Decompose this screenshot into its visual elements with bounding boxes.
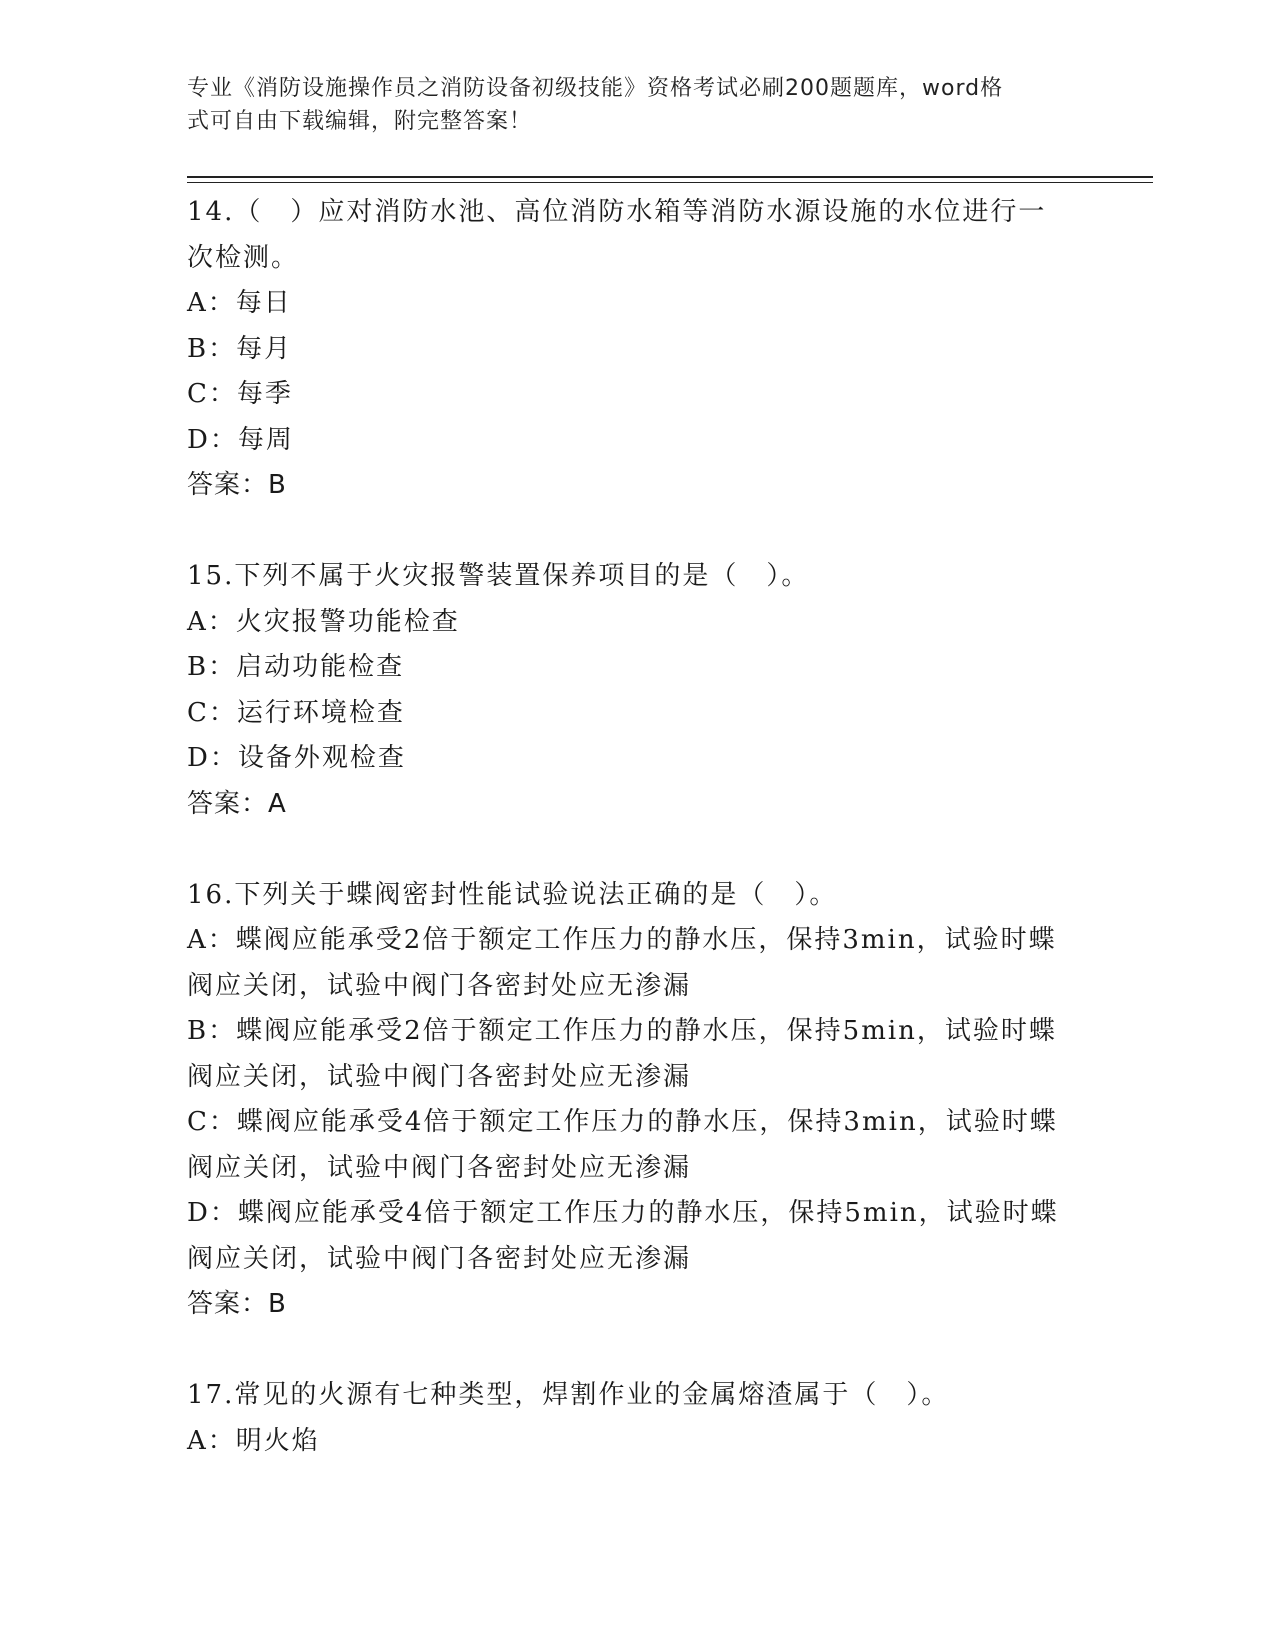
- answer-label: 答案：B: [187, 1289, 287, 1319]
- option-line: A：每日: [187, 288, 292, 318]
- question-stem-line: 16.下列关于蝶阀密封性能试验说法正确的是（ ）。: [187, 879, 838, 910]
- option-line: B：蝶阀应能承受2倍于额定工作压力的静水压，保持5min，试验时蝶: [187, 1016, 1057, 1046]
- question-stem-line: 14.（ ）应对消防水池、高位消防水箱等消防水源设施的水位进行一: [187, 197, 1047, 227]
- option-line: B：启动功能检查: [187, 652, 405, 682]
- option-line: D：设备外观检查: [187, 743, 406, 773]
- option-line: A：明火焰: [187, 1425, 320, 1456]
- option-line: 阀应关闭，试验中阀门各密封处应无渗漏: [187, 1243, 692, 1274]
- question-3: [187, 873, 1087, 1328]
- question-4: [187, 1373, 1087, 1464]
- option-line: C：每季: [187, 379, 293, 409]
- option-line: 阀应关闭，试验中阀门各密封处应无渗漏: [187, 970, 692, 1001]
- question-spacer: [187, 827, 1087, 873]
- header-line-2: 式可自由下载编辑，附完整答案！: [187, 109, 533, 134]
- header-divider-thin: [187, 182, 1153, 183]
- question-stem-line: 15.下列不属于火灾报警装置保养项目的是（ ）。: [187, 561, 810, 591]
- question-2: [187, 554, 1087, 827]
- option-line: D：蝶阀应能承受4倍于额定工作压力的静水压，保持5min，试验时蝶: [187, 1198, 1059, 1228]
- document-header: [187, 72, 1067, 138]
- question-list: [187, 190, 1087, 1464]
- option-line: C：运行环境检查: [187, 697, 405, 728]
- option-line: A：火灾报警功能检查: [187, 606, 460, 637]
- option-line: 阀应关闭，试验中阀门各密封处应无渗漏: [187, 1061, 692, 1092]
- header-line-1: 专业《消防设施操作员之消防设备初级技能》资格考试必刷200题题库，word格: [187, 76, 1004, 101]
- option-line: B：每月: [187, 333, 293, 364]
- question-stem-line: 17.常见的火源有七种类型，焊割作业的金属熔渣属于（ ）。: [187, 1380, 950, 1410]
- question-1: [187, 190, 1087, 509]
- question-spacer: [187, 1328, 1087, 1374]
- question-spacer: [187, 509, 1087, 555]
- header-divider: [187, 176, 1153, 178]
- option-line: D：每周: [187, 424, 294, 455]
- option-line: 阀应关闭，试验中阀门各密封处应无渗漏: [187, 1152, 692, 1183]
- answer-label: 答案：A: [187, 788, 287, 819]
- option-line: A：蝶阀应能承受2倍于额定工作压力的静水压，保持3min，试验时蝶: [187, 925, 1057, 955]
- option-line: C：蝶阀应能承受4倍于额定工作压力的静水压，保持3min，试验时蝶: [187, 1107, 1058, 1137]
- question-stem-line: 次检测。: [187, 242, 300, 273]
- answer-label: 答案：B: [187, 470, 287, 500]
